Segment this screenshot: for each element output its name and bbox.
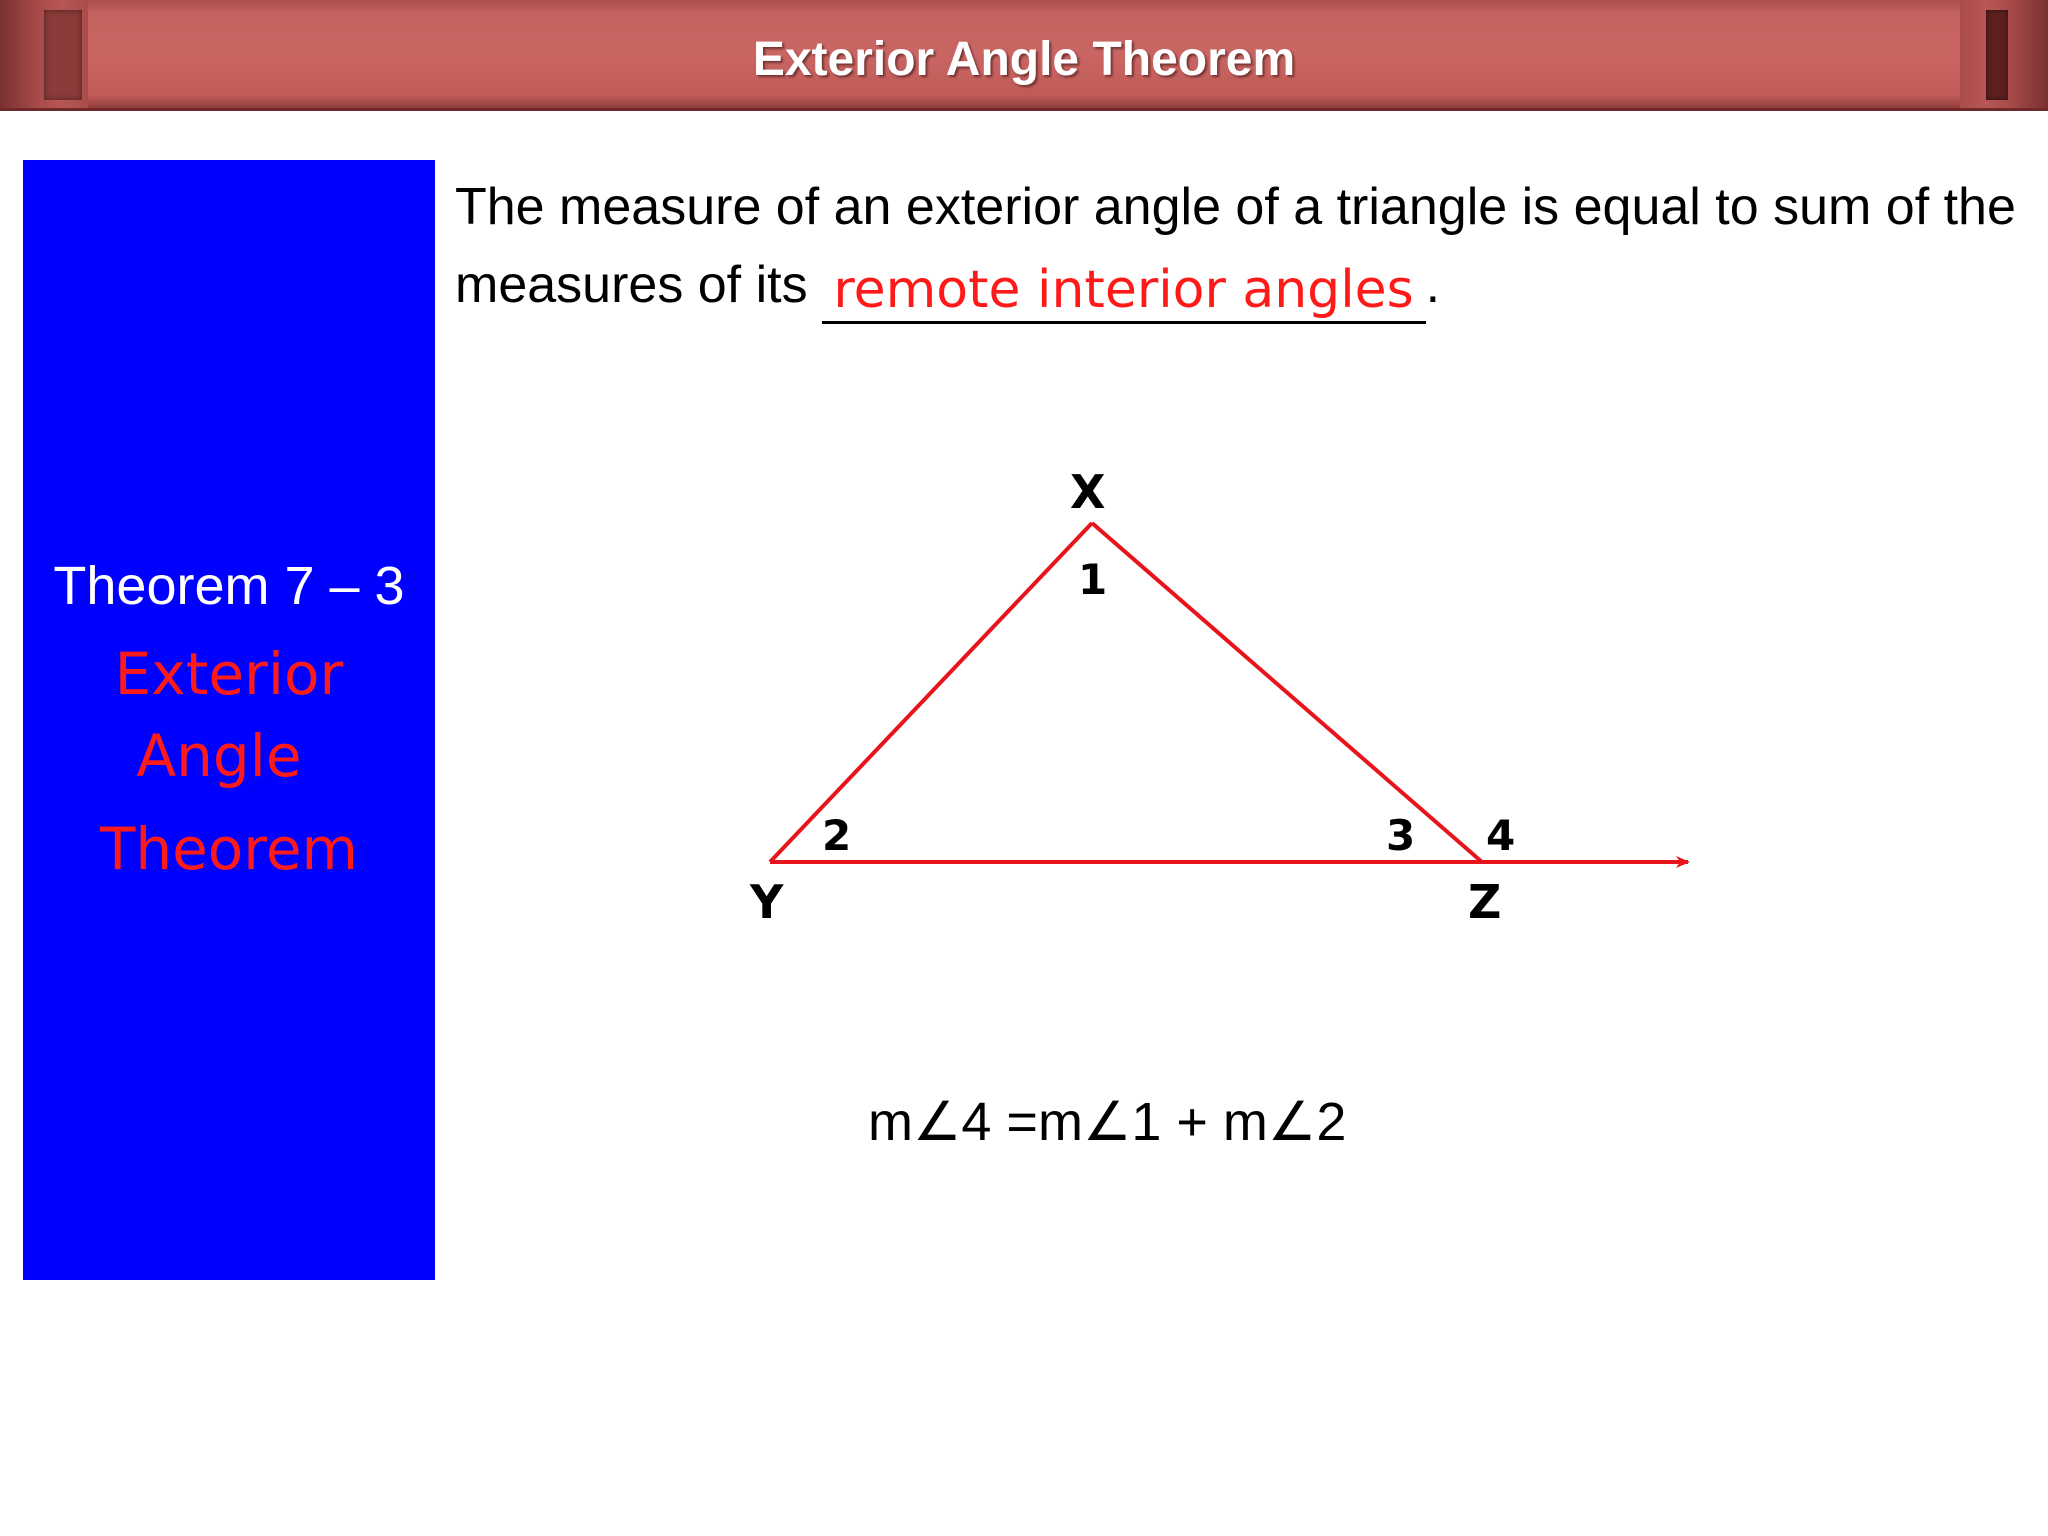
statement-text: The measure of an exterior angle of a triangle is equal to sum of the measures of its xyxy=(455,178,2016,314)
angle-2-label: 2 xyxy=(822,811,852,860)
side-xz xyxy=(1092,523,1482,862)
theorem-name-line-2: Angle xyxy=(136,722,302,790)
theorem-name-line-3: Theorem xyxy=(99,815,359,883)
side-xy xyxy=(770,523,1092,862)
angle-formula: m∠4 =m∠1 + m∠2 xyxy=(868,1092,1347,1152)
blank-answer: remote interior angles xyxy=(833,260,1414,320)
statement-period: . xyxy=(1425,256,1441,314)
theorem-number: Theorem 7 – 3 xyxy=(53,556,405,616)
vertex-y-label: Y xyxy=(750,875,784,929)
angle-4-label: 4 xyxy=(1486,811,1516,860)
theorem-name-line-1: Exterior xyxy=(114,640,344,708)
vertex-z-label: Z xyxy=(1468,875,1502,929)
angle-1-label: 1 xyxy=(1078,555,1108,604)
angle-3-label: 3 xyxy=(1386,811,1416,860)
slide-title: Exterior Angle Theorem xyxy=(752,33,1296,86)
vertex-x-label: X xyxy=(1070,465,1106,519)
